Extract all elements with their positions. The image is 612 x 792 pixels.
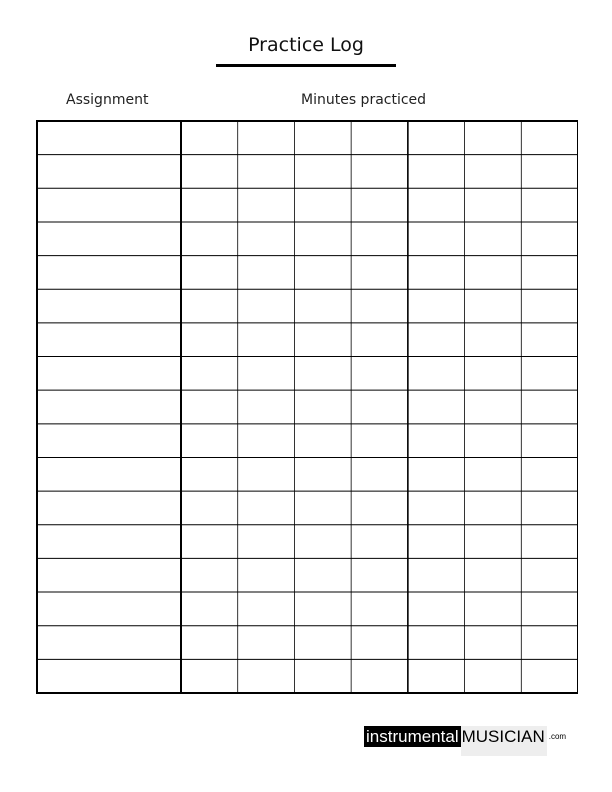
minutes-column-header: Minutes practiced [301,92,427,108]
logo-dotcom-text: .com [548,732,567,741]
practice-log-grid [36,120,578,694]
logo-musician-text: MUSICIAN [461,726,547,756]
logo-instrumental-text: instrumental [366,727,459,746]
instrumental-musician-logo [364,726,566,754]
title-underline [216,64,396,67]
assignment-column-header: Assignment [66,92,149,108]
page-title: Practice Log [248,34,364,56]
grid-border [37,121,578,693]
